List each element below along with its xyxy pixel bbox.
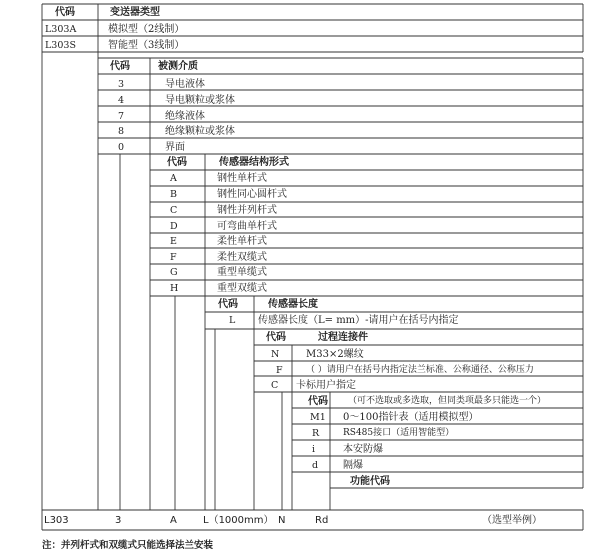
sec3-code: B bbox=[170, 189, 177, 200]
sec2-code: 8 bbox=[118, 126, 125, 137]
sec2-title: 被测介质 bbox=[158, 61, 198, 72]
sec6-code: R bbox=[312, 428, 320, 439]
sec6-desc: 本安防爆 bbox=[343, 444, 383, 455]
sec5-code-header: 代码 bbox=[266, 332, 286, 343]
sec6-code: M1 bbox=[310, 412, 326, 423]
sec3-desc: 钢性同心圆杆式 bbox=[217, 189, 287, 200]
sec2-code: 4 bbox=[118, 95, 125, 106]
sec3-desc: 柔性双缆式 bbox=[217, 252, 267, 263]
sec3-code: C bbox=[170, 205, 178, 216]
example-label: （选型举例） bbox=[482, 515, 542, 526]
sec5-desc: M33×2螺纹 bbox=[306, 349, 364, 360]
sec1-code: L303A bbox=[45, 24, 77, 35]
sec6-code: d bbox=[312, 460, 319, 471]
sec3-code: E bbox=[170, 236, 177, 247]
sec2-desc: 界面 bbox=[165, 142, 185, 153]
sec3-code: F bbox=[170, 252, 177, 263]
sec5-code: F bbox=[276, 365, 283, 376]
sec2-desc: 导电颗粒或浆体 bbox=[165, 95, 235, 106]
sec5-title: 过程连接件 bbox=[318, 332, 368, 343]
sec1-code: L303S bbox=[45, 40, 76, 51]
sec6-desc: 隔爆 bbox=[343, 460, 363, 471]
sec3-desc: 钢性单杆式 bbox=[217, 173, 267, 184]
sec3-desc: 钢性并列杆式 bbox=[217, 205, 277, 216]
sec5-code: C bbox=[271, 380, 279, 391]
sec4-code-header: 代码 bbox=[218, 299, 238, 310]
sec3-code: A bbox=[170, 173, 177, 184]
sec6-title: （可不选取或多选取，但同类项最多只能选一个） bbox=[348, 396, 547, 406]
sec3-code-header: 代码 bbox=[167, 157, 187, 168]
sec1-title: 变送器类型 bbox=[110, 7, 160, 18]
sec3-code: D bbox=[170, 221, 178, 232]
example-part: N bbox=[278, 515, 286, 526]
sec6-code-header: 代码 bbox=[308, 396, 328, 407]
example-part: L303 bbox=[44, 515, 69, 526]
sec5-desc: 卡标用户指定 bbox=[296, 380, 356, 391]
sec2-code: 3 bbox=[118, 79, 125, 90]
sec3-code: G bbox=[170, 267, 178, 278]
sec4-desc: 传感器长度（L= mm）-请用户在括号内指定 bbox=[258, 315, 459, 326]
sec1-code-header: 代码 bbox=[55, 7, 75, 18]
example-part: Rd bbox=[315, 515, 329, 526]
sec3-title: 传感器结构形式 bbox=[219, 157, 289, 168]
sec3-code: H bbox=[170, 283, 179, 294]
sec1-desc: 智能型（3线制） bbox=[108, 40, 185, 51]
sec2-desc: 导电液体 bbox=[165, 79, 205, 90]
sec6-desc: RS485接口（适用智能型） bbox=[343, 428, 455, 438]
sec3-desc: 可弯曲单杆式 bbox=[217, 221, 277, 232]
sec3-desc: 重型双缆式 bbox=[217, 283, 267, 294]
sec3-desc: 重型单缆式 bbox=[217, 267, 267, 278]
sec5-code: N bbox=[271, 349, 280, 360]
sec4-code: L bbox=[229, 315, 236, 326]
sec2-code: 7 bbox=[118, 111, 125, 122]
footnote: 注：并列杆式和双缆式只能选择法兰安装 bbox=[42, 540, 214, 551]
sec2-desc: 绝缘液体 bbox=[165, 111, 205, 122]
sec6-footer: 功能代码 bbox=[350, 476, 390, 487]
example-part: L（1000mm） bbox=[203, 515, 274, 526]
sec4-title: 传感器长度 bbox=[268, 299, 318, 310]
sec3-desc: 柔性单杆式 bbox=[217, 236, 267, 247]
sec2-code-header: 代码 bbox=[110, 61, 130, 72]
sec2-desc: 绝缘颗粒或浆体 bbox=[165, 126, 235, 137]
sec6-code: i bbox=[312, 444, 316, 455]
example-part: A bbox=[170, 515, 177, 526]
sec6-desc: 0～100指针表（适用模拟型） bbox=[343, 412, 479, 423]
sec5-desc: （ ）请用户在括号内指定法兰标准、公称通径、公称压力 bbox=[306, 365, 534, 375]
sec1-desc: 模拟型（2线制） bbox=[108, 24, 185, 35]
sec2-code: 0 bbox=[118, 142, 125, 153]
example-part: 3 bbox=[115, 515, 122, 526]
